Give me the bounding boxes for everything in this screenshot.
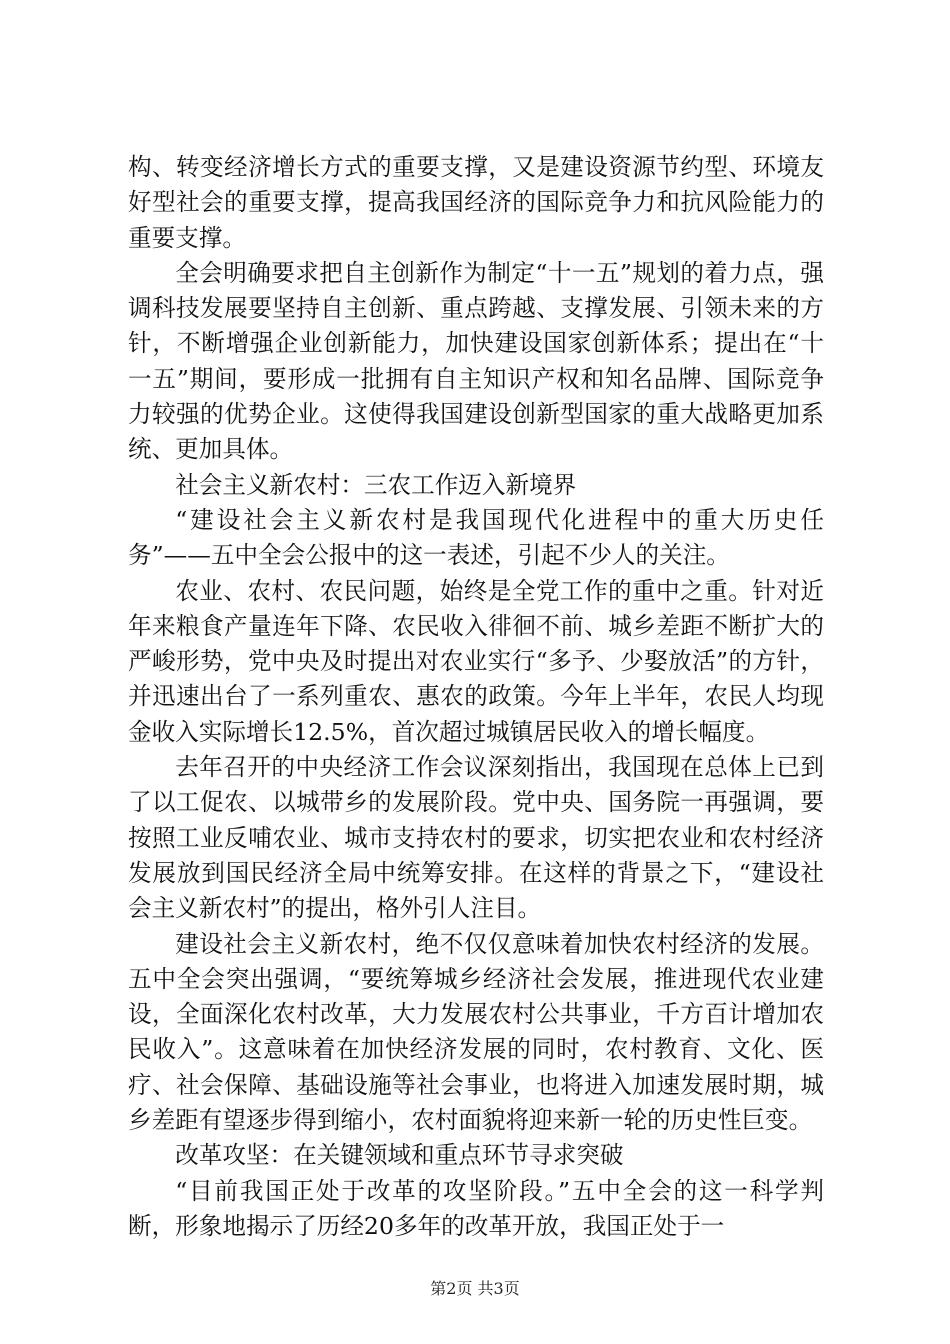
paragraph-agriculture: 农业、农村、农民问题，始终是全党工作的重中之重。针对近年来粮食产量连年下降、农民收入徘徊不前、城乡差距不断扩大的严峻形势，党中央及时提出对农业实行“多予、少娶放活”的方针，并迅速出台了一系列重农、惠农的政策。今年上半年，农民人均现金收入实际增长12.5%，首次超过城镇居民收入的增长幅度。 — [128, 576, 824, 746]
paragraph-continuation: 构、转变经济增长方式的重要支撑，又是建设资源节约型、环境友好型社会的重要支撑，提高我国经济的国际竞争力和抗风险能力的重要支撑。 — [128, 153, 824, 252]
page-footer: 第2页 共3页 — [430, 1279, 520, 1298]
paragraph-economic-conference: 去年召开的中央经济工作会议深刻指出，我国现在总体上已到了以工促农、以城带乡的发展阶段。党中央、国务院一再强调，要按照工业反哺农业、城市支持农村的要求，切实把农业和农村经济发展放到国民经济全局中统筹安排。在这样的背景之下，“建设社会主义新农村”的提出，格外引人注目。 — [128, 753, 824, 923]
paragraph-reform-quote: “目前我国正处于改革的攻坚阶段。”五中全会的这一科学判断，形象地揭示了历经20多年的改革开放，我国正处于一 — [128, 1176, 824, 1240]
paragraph-innovation: 全会明确要求把自主创新作为制定“十一五”规划的着力点，强调科技发展要坚持自主创新、重点跨越、支撑发展、引领未来的方针，不断增强企业创新能力，加快建设国家创新体系；提出在“十一五”期间，要形成一批拥有自主知识产权和知名品牌、国际竞争力较强的优势企业。这使得我国建设创新型国家的重大战略更加系统、更加具体。 — [128, 258, 824, 464]
section-heading-new-countryside: 社会主义新农村：三农工作迈入新境界 — [175, 470, 577, 499]
section-heading-reform: 改革攻坚：在关键领域和重点环节寻求突破 — [175, 1141, 624, 1170]
document-body — [128, 150, 824, 1244]
paragraph-quote-new-countryside: “建设社会主义新农村是我国现代化进程中的重大历史任务”——五中全会公报中的这一表述，引起不少人的关注。 — [128, 505, 824, 570]
paragraph-rural-development: 建设社会主义新农村，绝不仅仅意味着加快农村经济的发展。五中全会突出强调，“要统筹城乡经济社会发展，推进现代农业建设，全面深化农村改革，大力发展农村公共事业，千方百计增加农民收入”。这意味着在加快经济发展的同时，农村教育、文化、医疗、社会保障、基础设施等社会事业，也将进入加速发展时期，城乡差距有望逐步得到缩小，农村面貌将迎来新一轮的历史性巨变。 — [128, 929, 824, 1135]
